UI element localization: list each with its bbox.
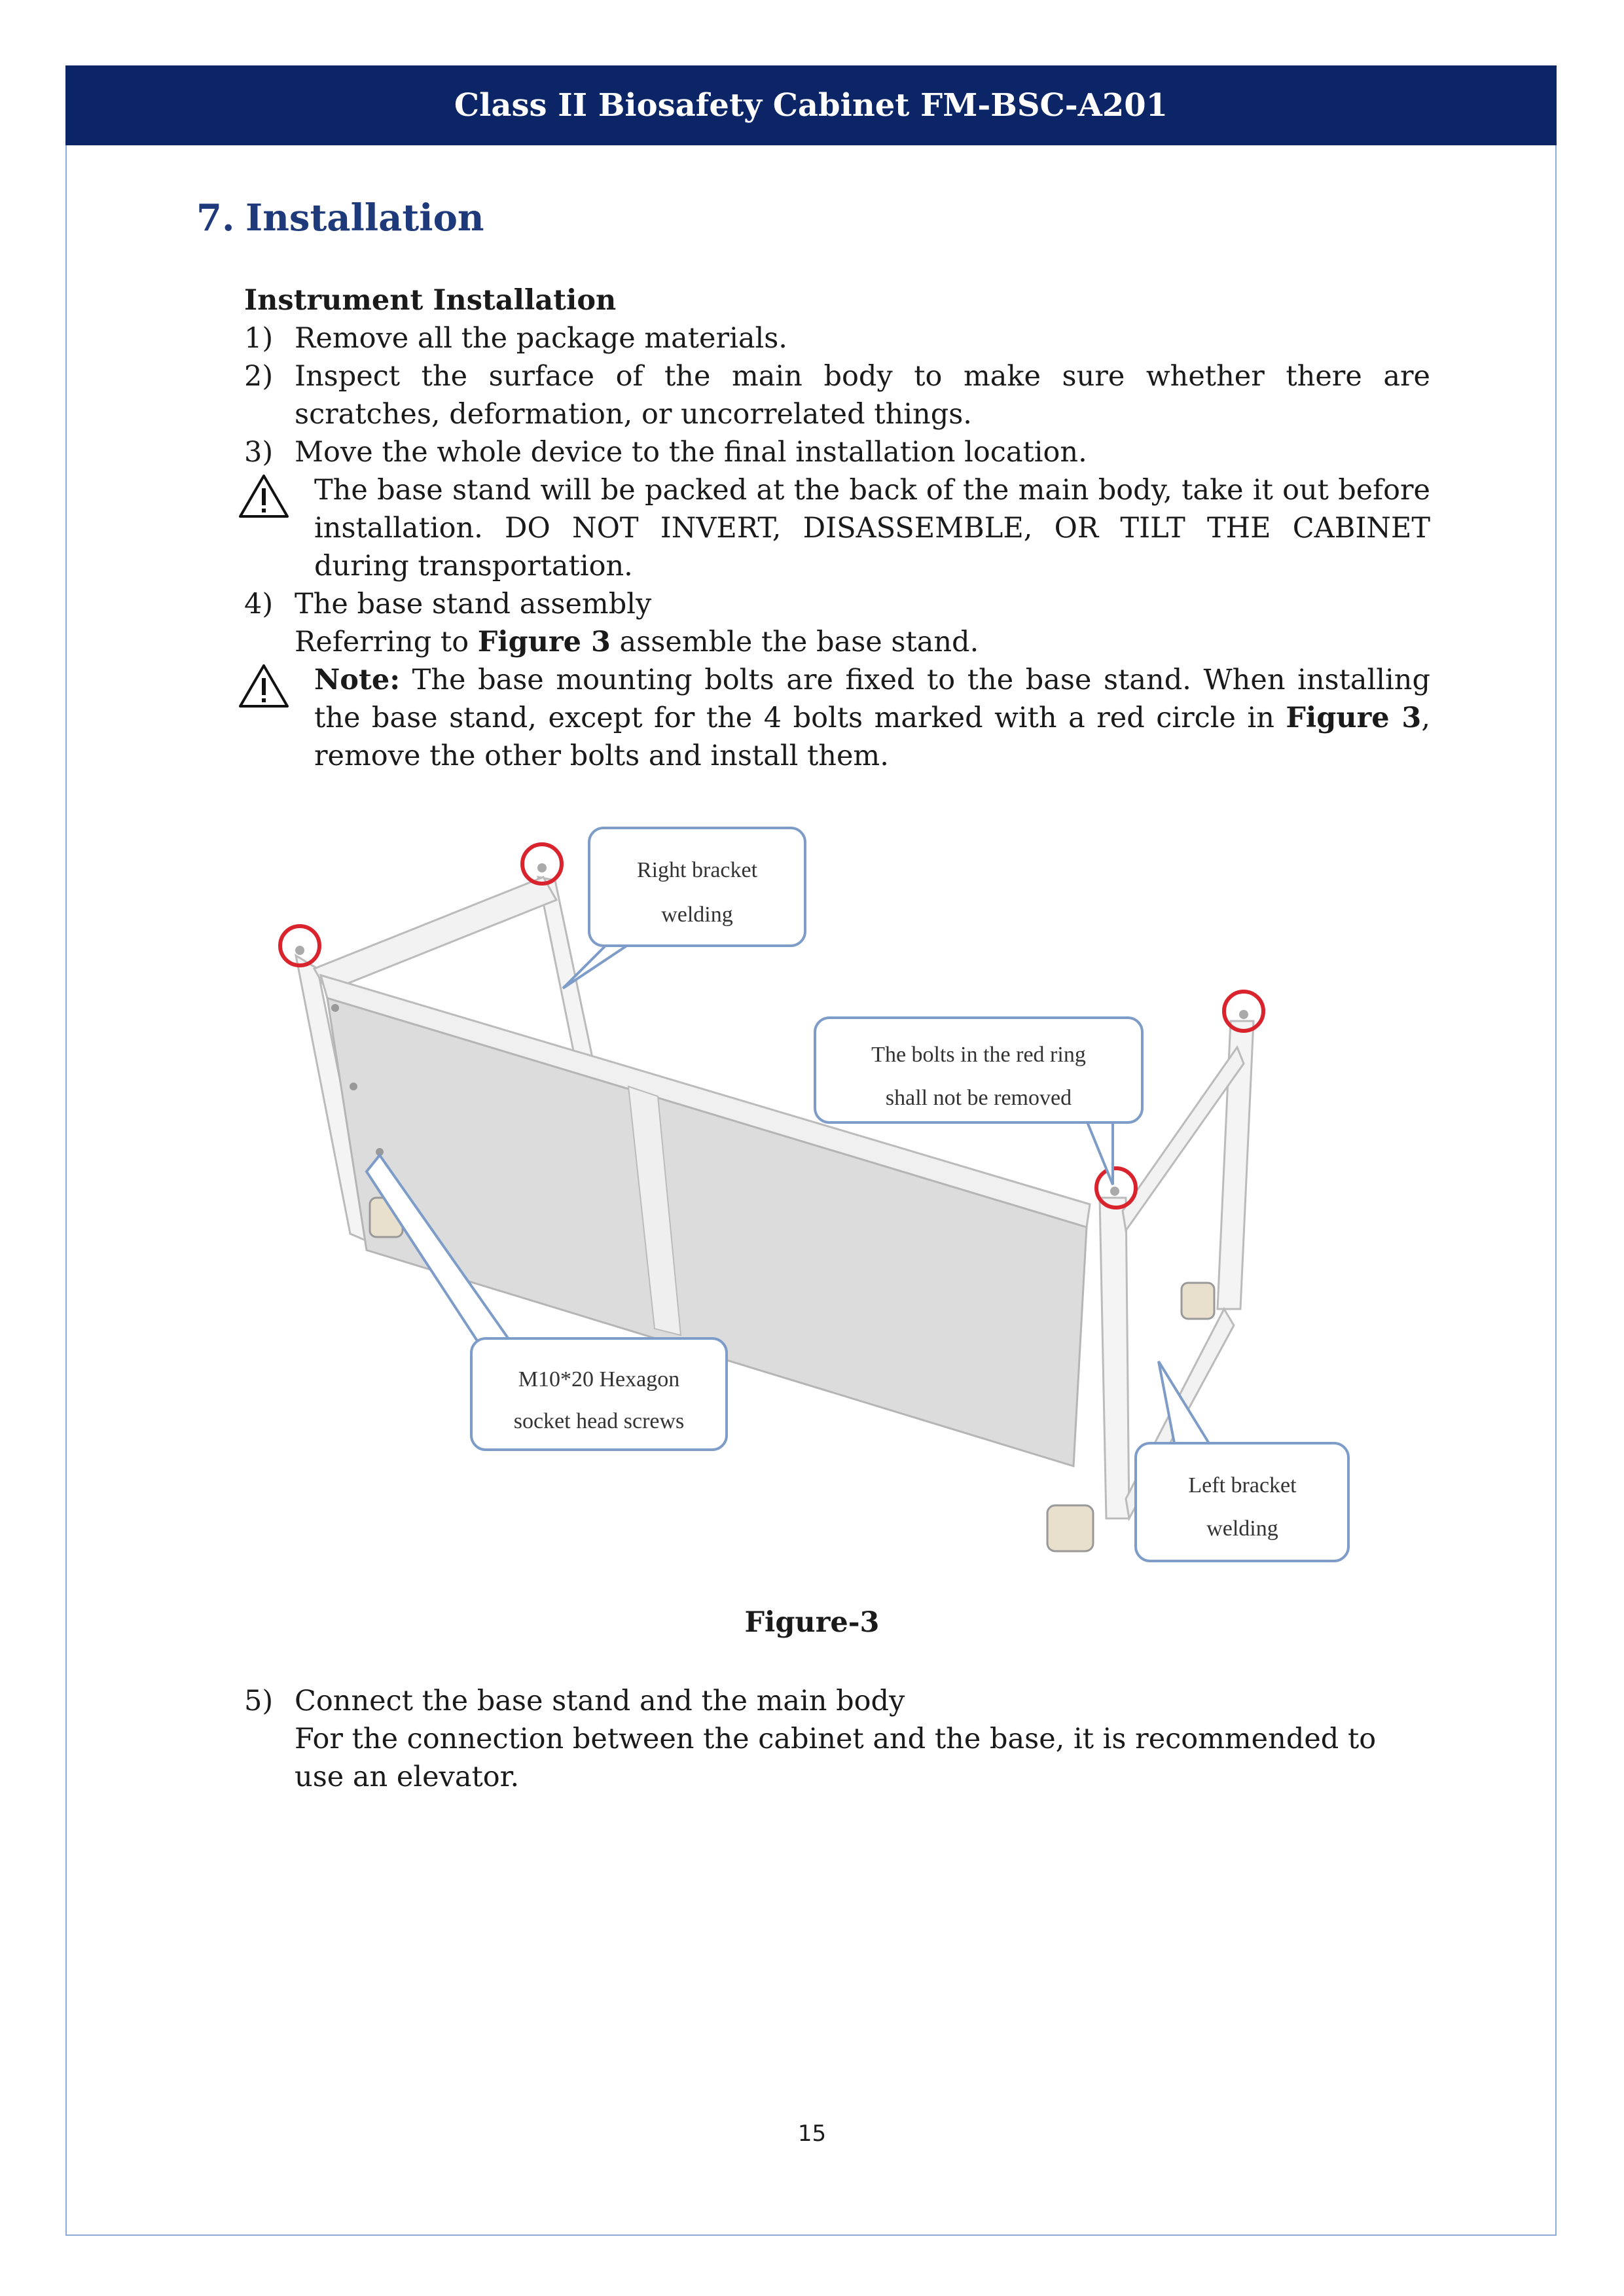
- warning-triangle-icon: [238, 473, 290, 520]
- note-label: Note:: [314, 664, 401, 696]
- section-title-text: Installation: [245, 196, 484, 240]
- step-item: [244, 357, 1430, 433]
- figure-caption: Figure-3: [744, 1606, 880, 1639]
- callout-text: Right bracket: [636, 858, 758, 882]
- figure-reference: Figure 3: [477, 626, 611, 658]
- step-number: 2): [244, 360, 274, 393]
- step-number: 5): [244, 1685, 274, 1717]
- step-item: [244, 1682, 1430, 1720]
- installation-content: [244, 281, 1430, 775]
- step-item: [244, 585, 1430, 623]
- step-number: 3): [244, 436, 274, 469]
- step-text: Inspect the surface of the main body to make sure whether there are scratches, deformation, or uncorrelated things.: [295, 360, 1430, 431]
- installation-content-continued: [244, 1682, 1430, 1796]
- section-title: [196, 196, 484, 240]
- step-number: 4): [244, 588, 274, 620]
- callout-text: socket head screws: [513, 1409, 685, 1433]
- step-text: Move the whole device to the final installation location.: [295, 436, 1087, 469]
- section-number: 7.: [196, 196, 235, 240]
- bolt: [350, 1083, 357, 1090]
- figure-3-illustration: [262, 812, 1362, 1571]
- warning-triangle-icon: [238, 662, 290, 709]
- document-header: Class II Biosafety Cabinet FM-BSC-A201: [65, 65, 1557, 145]
- caster: [1047, 1505, 1093, 1551]
- step-detail: For the connection between the cabinet and the base, it is recommended to use an elevator.: [295, 1723, 1377, 1793]
- step-detail-text: Referring to: [295, 626, 478, 658]
- step-text: Connect the base stand and the main body: [295, 1685, 905, 1717]
- callout-box: [1136, 1443, 1348, 1561]
- step-detail-text: assemble the base stand.: [610, 626, 979, 658]
- warning-block: [244, 471, 1430, 585]
- callout-text: welding: [661, 903, 733, 927]
- callout-text: Left bracket: [1188, 1473, 1297, 1498]
- callout-text: M10*20 Hexagon: [518, 1367, 680, 1391]
- step-text: Remove all the package materials.: [295, 322, 787, 355]
- callout-text: shall not be removed: [885, 1086, 1072, 1110]
- front-right-leg: [1100, 1198, 1129, 1518]
- bolt: [1239, 1010, 1248, 1019]
- step-detail: [244, 623, 1430, 661]
- note-text: , remove the other bolts and install them.: [314, 702, 1430, 772]
- note-text: The base mounting bolts are fixed to the base stand. When installing the base stand, except for the 4 bolts marked with a red circle in: [314, 664, 1430, 734]
- step-item: [244, 319, 1430, 357]
- step-item: [244, 433, 1430, 471]
- caster: [1182, 1283, 1214, 1319]
- subheading: Instrument Installation: [244, 284, 617, 317]
- page-number: 15: [797, 2121, 827, 2147]
- warning-text: The base stand will be packed at the back of the main body, take it out before installation. DO NOT INVERT, DISASSEMBLE, OR TILT THE CABINET during transportation.: [314, 474, 1430, 583]
- bolt: [1110, 1187, 1119, 1196]
- callout-text: The bolts in the red ring: [871, 1043, 1086, 1067]
- figure-reference: Figure 3: [1286, 702, 1422, 734]
- right-bracket-rail: [314, 877, 556, 992]
- step-number: 1): [244, 322, 274, 355]
- step-text: The base stand assembly: [295, 588, 652, 620]
- callout-left-bracket: [1136, 1361, 1348, 1561]
- note-block: [244, 661, 1430, 775]
- callout-right-bracket: [563, 828, 805, 988]
- bolt: [331, 1004, 339, 1012]
- bolt: [537, 863, 547, 872]
- bolt: [295, 946, 304, 955]
- callout-box: [589, 828, 805, 946]
- callout-text: welding: [1206, 1516, 1278, 1541]
